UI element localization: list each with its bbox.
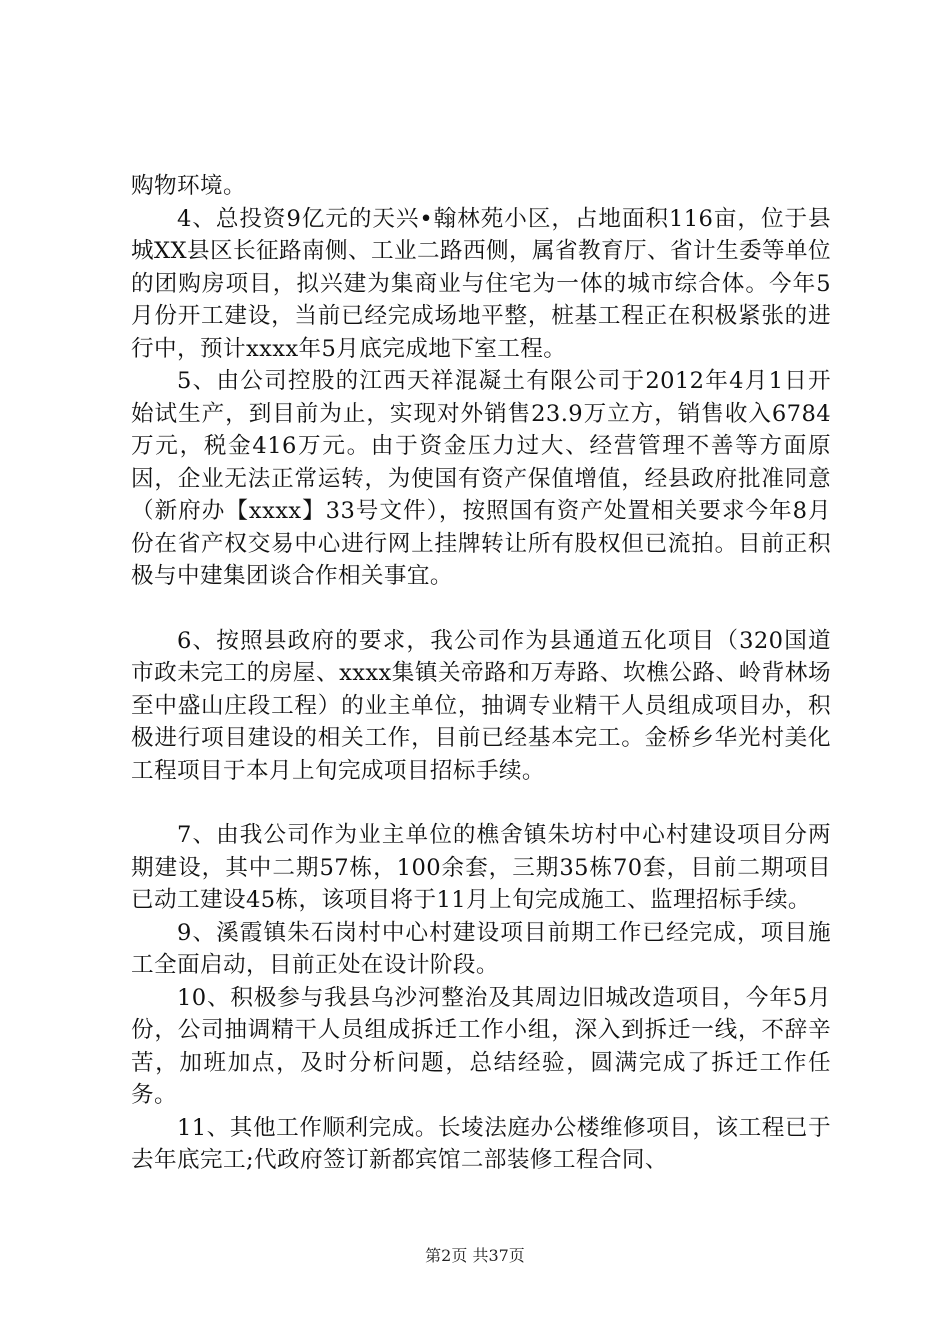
- paragraph-item-5: 5、由公司控股的江西天祥混凝土有限公司于2012年4月1日开始试生产，到目前为止，实现对外销售23.9万立方，销售收入6784万元，税金416万元。由于资金压力过大、经营管理不善等方面原因，企业无法正常运转，为使国有资产保值增值，经县政府批准同意（新府办【xxxx】33号文件），按照国有资产处置相关要求今年8月份在省产权交易中心进行网上挂牌转让所有股权但已流拍。目前正积极与中建集团谈合作相关事宜。: [131, 368, 831, 589]
- paragraph-item-10: 10、积极参与我县乌沙河整治及其周边旧城改造项目，今年5月份，公司抽调精干人员组成拆迁工作小组，深入到拆迁一线，不辞辛苦，加班加点，及时分析问题，总结经验，圆满完成了拆迁工作任务。: [131, 984, 831, 1108]
- paragraph-item-11: 11、其他工作顺利完成。长堎法庭办公楼维修项目，该工程已于去年底完工;代政府签订新都宾馆二部装修工程合同、: [131, 1114, 831, 1173]
- paragraph-item-7: 7、由我公司作为业主单位的樵舍镇朱坊村中心村建设项目分两期建设，其中二期57栋，100余套，三期35栋70套，目前二期项目已动工建设45栋，该项目将于11月上旬完成施工、监理招标手续。: [131, 822, 831, 913]
- paragraph-item-4: 4、总投资9亿元的天兴•翰林苑小区，占地面积116亩，位于县城XX县区长征路南侧、工业二路西侧，属省教育厅、省计生委等单位的团购房项目，拟兴建为集商业与住宅为一体的城市综合体。今年5月份开工建设，当前已经完成场地平整，桩基工程正在积极紧张的进行中，预计xxxx年5月底完成地下室工程。: [131, 205, 831, 362]
- paragraph-item-6: 6、按照县政府的要求，我公司作为县通道五化项目（320国道市政未完工的房屋、xxxx集镇关帝路和万寿路、坎樵公路、岭背林场至中盛山庄段工程）的业主单位，抽调专业精干人员组成项目办，积极进行项目建设的相关工作，目前已经基本完工。金桥乡华光村美化工程项目于本月上旬完成项目招标手续。: [131, 627, 831, 784]
- paragraph-item-9: 9、溪霞镇朱石岗村中心村建设项目前期工作已经完成，项目施工全面启动，目前正处在设计阶段。: [131, 919, 831, 978]
- page-number-footer: 第2页 共37页: [425, 1246, 525, 1265]
- paragraph-continuation: 购物环境。: [131, 173, 246, 199]
- document-body: [131, 170, 831, 1177]
